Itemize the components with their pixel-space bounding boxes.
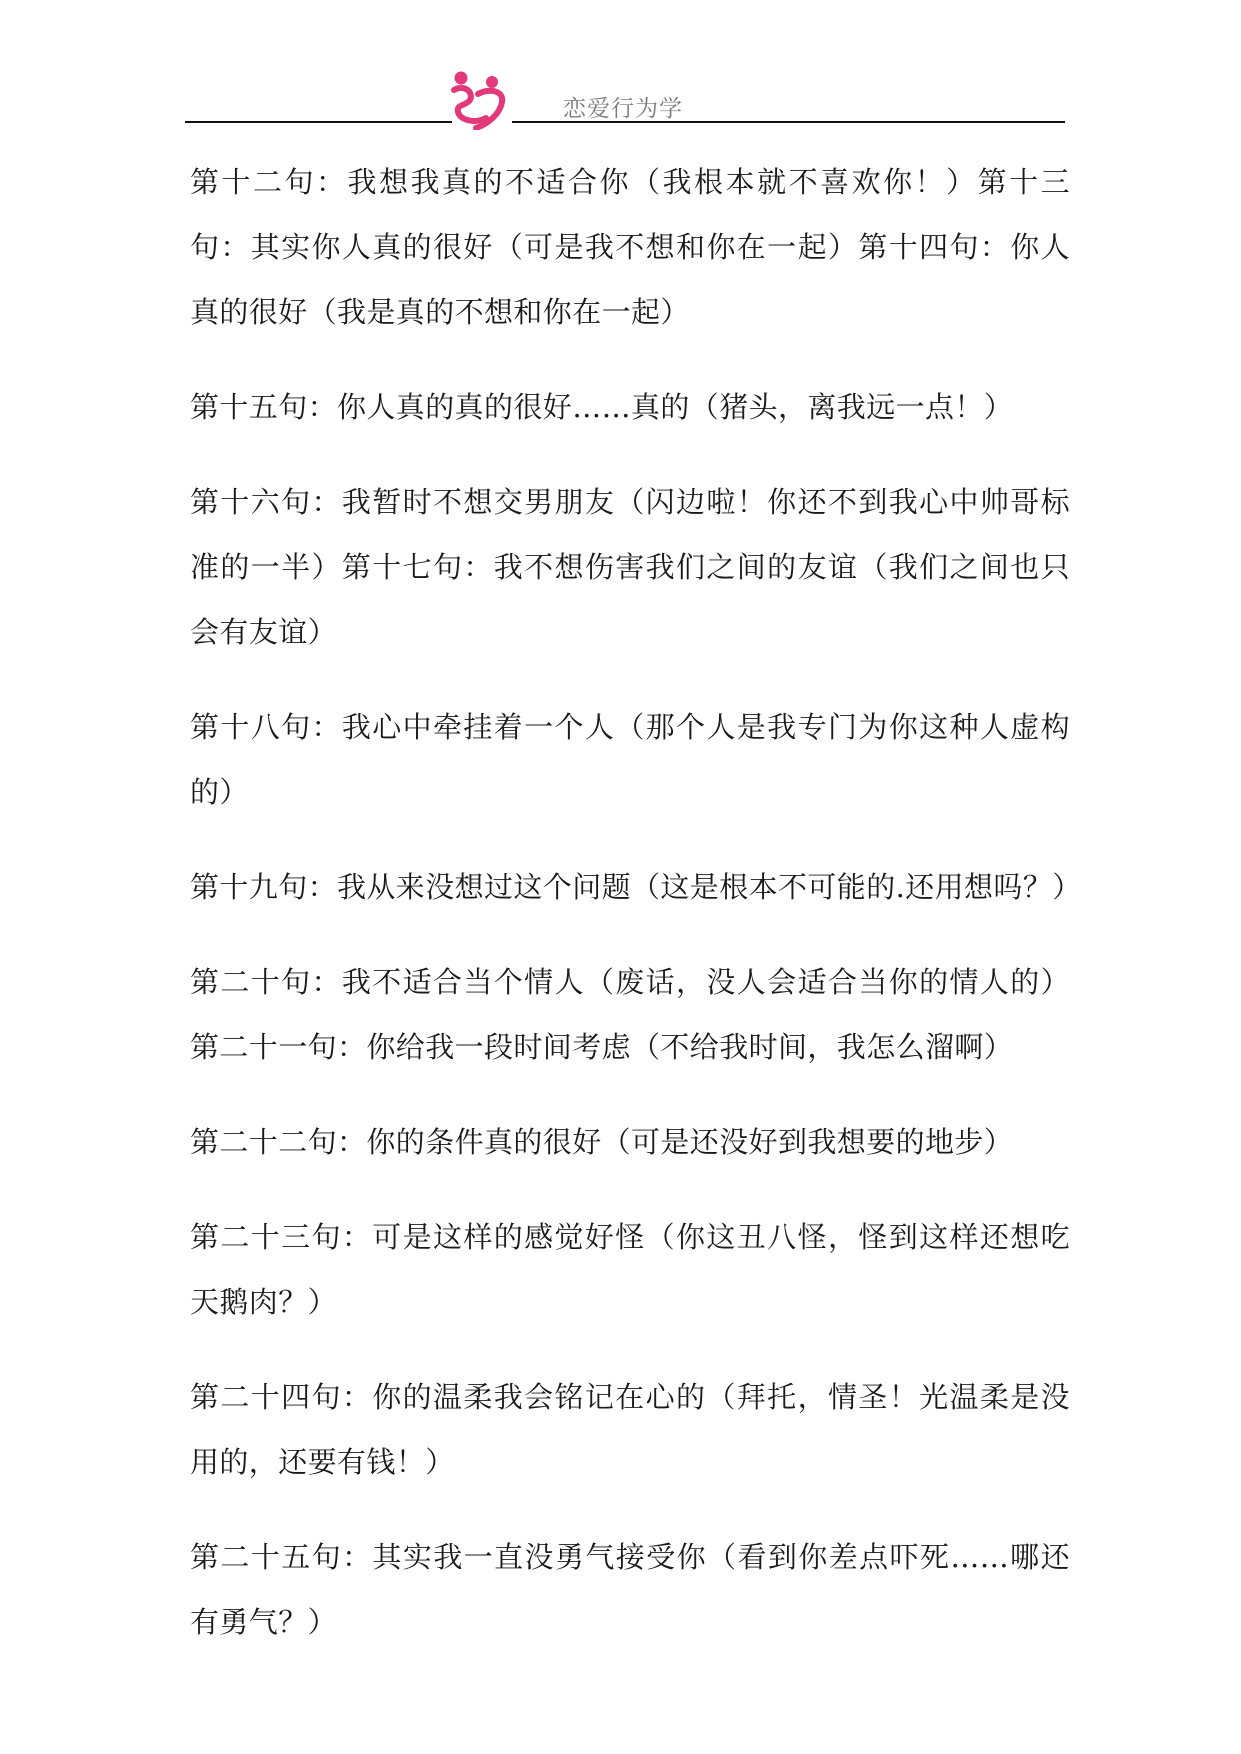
paragraph-15: 第十五句：你人真的真的很好……真的（猪头，离我远一点！） <box>190 390 1014 424</box>
heart-figures-logo-icon <box>448 68 512 130</box>
paragraph-16-17: 第十六句：我暂时不想交男朋友（闪边啦！你还不到我心中帅哥标准的一半）第十七句：我不想伤害我们之间的友谊（我们之间也只会有友谊） <box>190 485 1070 649</box>
paragraph-19: 第十九句：我从来没想过这个问题（这是根本不可能的.还用想吗？） <box>190 870 1082 904</box>
paragraph-25: 第二十五句：其实我一直没勇气接受你（看到你差点吓死……哪还有勇气？） <box>190 1540 1070 1639</box>
paragraph-18: 第十八句：我心中牵挂着一个人（那个人是我专门为你这种人虚构的） <box>190 710 1070 809</box>
paragraph-22: 第二十二句：你的条件真的很好（可是还没好到我想要的地步） <box>190 1125 1014 1159</box>
paragraph-23: 第二十三句：可是这样的感觉好怪（你这丑八怪，怪到这样还想吃天鹅肉？） <box>190 1220 1070 1319</box>
paragraph-24: 第二十四句：你的温柔我会铭记在心的（拜托，情圣！光温柔是没用的，还要有钱！） <box>190 1380 1070 1479</box>
document-body <box>190 150 1082 1685</box>
header-rule-left <box>185 121 452 123</box>
paragraph-20-21: 第二十句：我不适合当个情人（废话，没人会适合当你的情人的）第二十一句：你给我一段时间考虑（不给我时间，我怎么溜啊） <box>190 965 1070 1064</box>
page-header <box>0 0 1241 130</box>
header-brand-title: 恋爱行为学 <box>563 96 683 122</box>
paragraph-12-14: 第十二句：我想我真的不适合你（我根本就不喜欢你！）第十三句：其实你人真的很好（可是我不想和你在一起）第十四句：你人真的很好（我是真的不想和你在一起） <box>190 165 1070 329</box>
